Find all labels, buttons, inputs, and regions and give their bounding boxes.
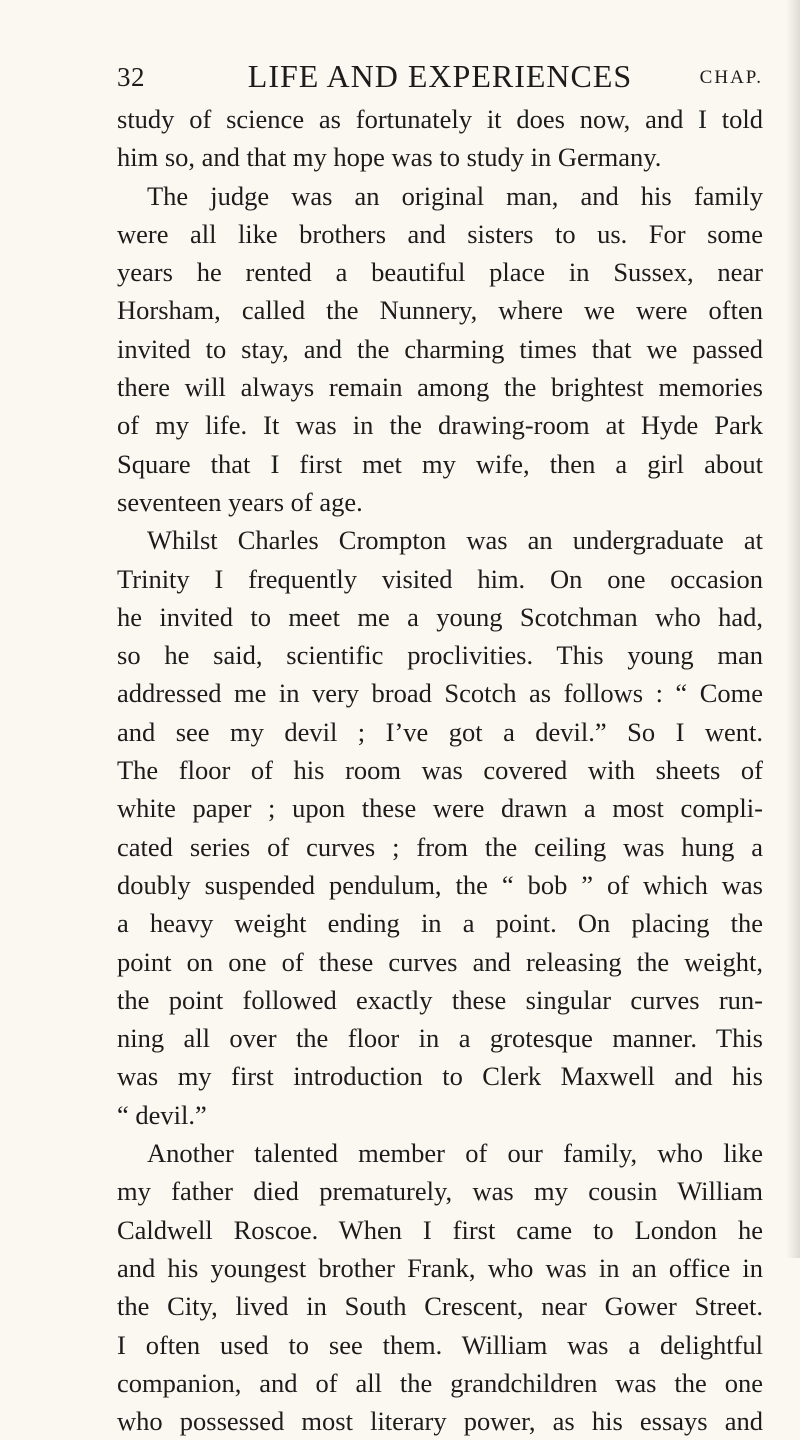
text-line: Square that I first met my wife, then a girl about: [117, 448, 763, 479]
text-line: Trinity I frequently visited him. On one occasion: [117, 563, 763, 594]
body-text: [117, 100, 763, 1440]
text-line: my father died prematurely, was my cousin William: [117, 1176, 763, 1207]
page-edge-shadow: [786, 0, 800, 1258]
text-line: and see my devil ; I’ve got a devil.” So I went.: [117, 716, 763, 747]
text-line: study of science as fortunately it does now, and I told: [117, 104, 763, 134]
text-line: years he rented a beautiful place in Sussex, near: [117, 257, 763, 288]
text-line: of my life. It was in the drawing-room at Hyde Park: [117, 410, 763, 441]
text-line: him so, and that my hope was to study in Germany.: [117, 142, 662, 173]
page-number: 32: [117, 62, 145, 92]
text-line: the City, lived in South Crescent, near Gower Street.: [117, 1291, 763, 1322]
text-line: was my first introduction to Clerk Maxwell and his: [117, 1061, 763, 1092]
text-line: white paper ; upon these were drawn a most compli-: [117, 793, 763, 824]
text-line: he invited to meet me a young Scotchman who had,: [117, 601, 763, 632]
text-line: were all like brothers and sisters to us. For some: [117, 218, 763, 249]
text-line: cated series of curves ; from the ceiling was hung a: [117, 831, 763, 862]
chapter-label: CHAP.: [699, 67, 763, 88]
running-title: LIFE AND EXPERIENCES: [247, 58, 633, 94]
text-line: point on one of these curves and releasing the weight,: [117, 946, 763, 977]
text-line: Caldwell Roscoe. When I first came to London he: [117, 1214, 763, 1245]
text-line: ning all over the floor in a grotesque manner. This: [117, 1023, 763, 1054]
text-line: the point followed exactly these singular curves run-: [117, 984, 763, 1015]
text-line: “ devil.”: [117, 1099, 207, 1130]
text-line: Horsham, called the Nunnery, where we were often: [117, 295, 763, 326]
running-head: [117, 58, 763, 98]
text-line: a heavy weight ending in a point. On placing the: [117, 908, 763, 939]
text-line: The judge was an original man, and his family: [147, 180, 763, 211]
text-line: I often used to see them. William was a delightful: [117, 1329, 763, 1360]
text-line: invited to stay, and the charming times that we passed: [117, 333, 763, 364]
text-line: doubly suspended pendulum, the “ bob ” of which was: [117, 869, 763, 900]
text-line: seventeen years of age.: [117, 486, 363, 517]
text-line: companion, and of all the grandchildren was the one: [117, 1367, 763, 1398]
text-line: and his youngest brother Frank, who was in an office in: [117, 1252, 763, 1283]
text-line: who possessed most literary power, as his essays and: [117, 1406, 763, 1437]
text-line: so he said, scientific proclivities. This young man: [117, 640, 763, 671]
text-line: addressed me in very broad Scotch as follows : “ Come: [117, 678, 763, 709]
text-line: Another talented member of our family, who like: [147, 1138, 763, 1169]
text-line: Whilst Charles Crompton was an undergraduate at: [147, 525, 763, 556]
text-line: The floor of his room was covered with sheets of: [117, 755, 763, 786]
text-line: there will always remain among the brightest memories: [117, 372, 763, 403]
